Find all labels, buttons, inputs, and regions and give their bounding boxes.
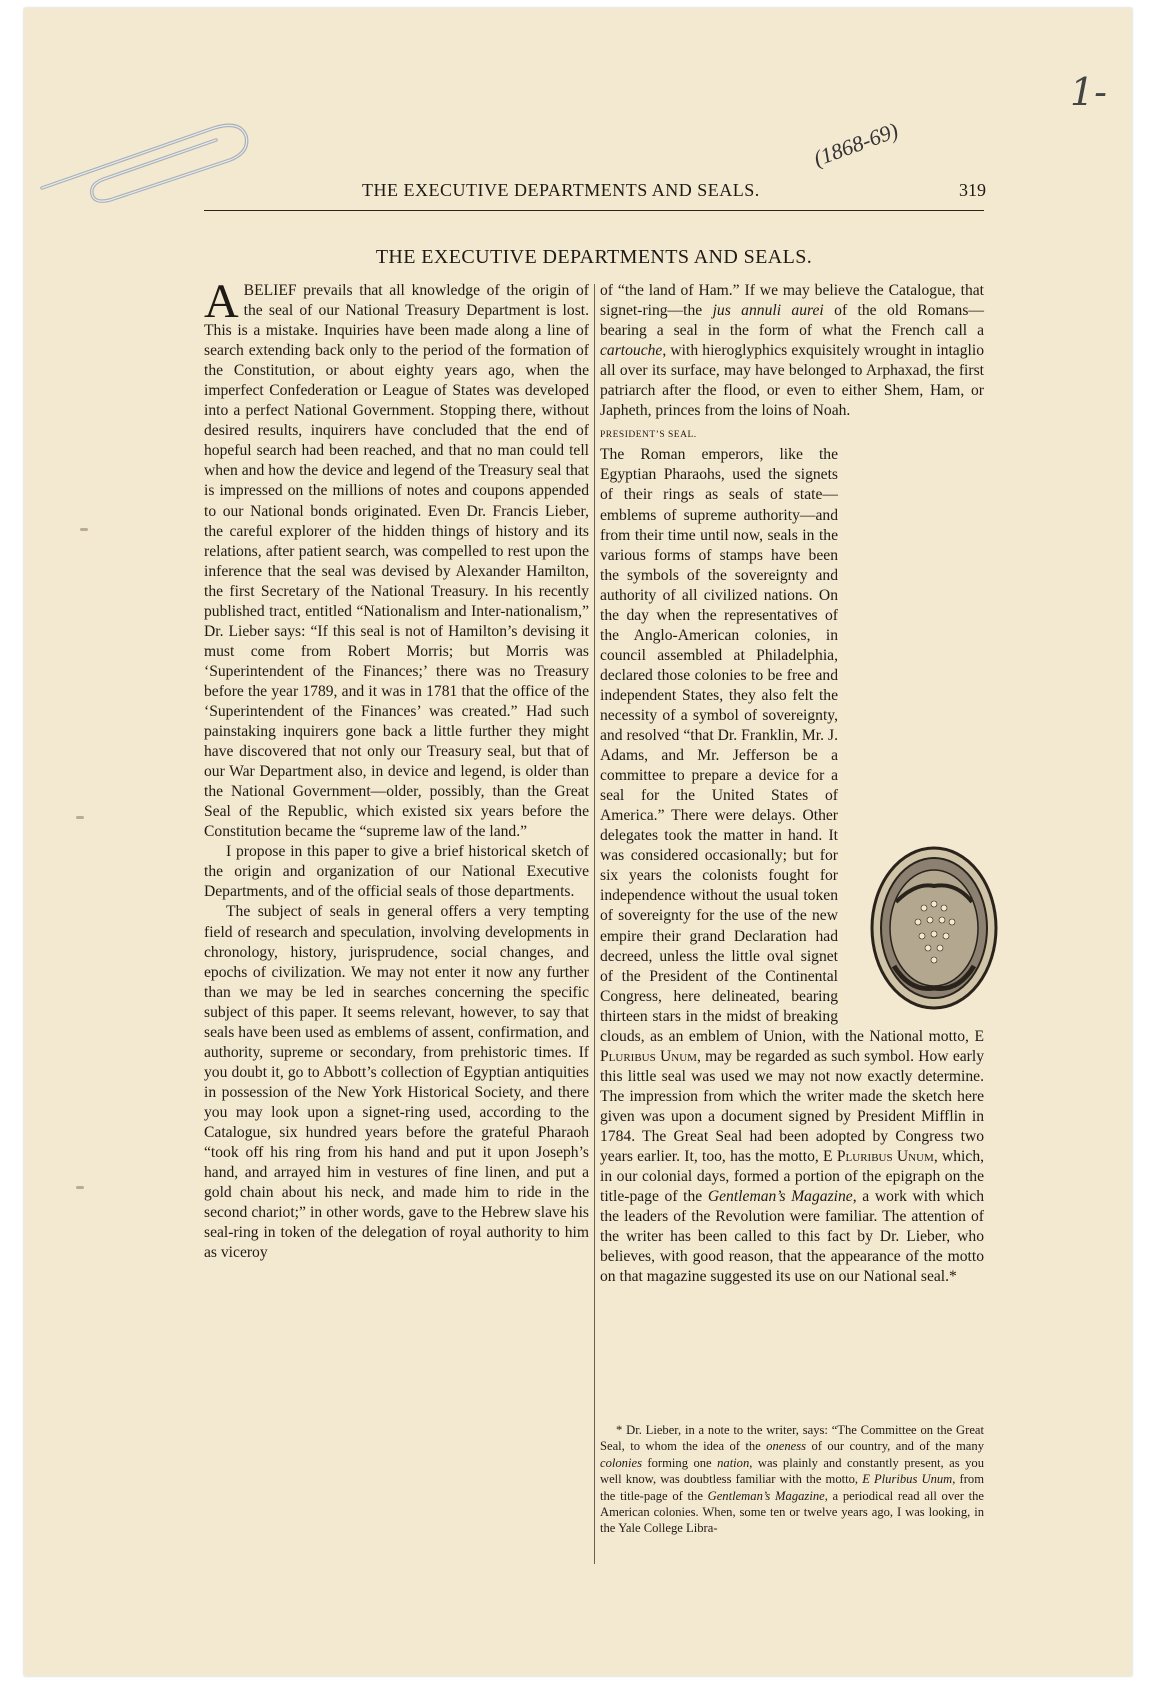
column-divider — [594, 284, 595, 1564]
footnote: * Dr. Lieber, in a note to the writer, says: “The Committee on the Great Seal, to whom the idea of the oneness of our country, and of the many colonies forming one nation, was plainly and constantly present, as you well know, was doubtless familiar with the motto, E Pluribus Unum, from the title-page of the Gentleman’s Magazine, a periodical read all over the American colonies. When, some ten or twelve years ago, I was looking, in the Yale College Libra- — [600, 1423, 985, 1536]
seal-caption: PRESIDENT’S SEAL. — [600, 430, 697, 441]
header-rule — [204, 210, 984, 211]
paragraph: of “the land of Ham.” If we may believe the Catalogue, that signet-ring—the jus annuli aurei of the old Romans—bearing a seal in the form of what the French call a cartouche, with hieroglyphics exquisitely wrought in intaglio all over its surface, may have belonged to Arphaxad, the first patriarch after the flood, or even to either Shem, Ham, or Japheth, princes from the loins of Noah. — [600, 282, 984, 420]
binding-hole — [80, 528, 88, 531]
binding-hole — [76, 816, 84, 819]
president-seal-figure — [844, 836, 984, 1020]
handwritten-date-note: (1868-69) — [810, 117, 902, 172]
paragraph: The subject of seals in general offers a very tempting field of research and speculation, involving developments in chronology, history, jurisprudence, social changes, and epochs of civilization. We may not enter it now any further than we may be led in searches concerning the specific subject of this paper. It seems relevant, however, to say that seals have been used as emblems of assent, confirmation, and authority, supreme or secondary, from prehistoric times. If you doubt it, go to Abbott’s collection of Egyptian antiquities in possession of the New York Historical Society, and there you may look upon a signet-ring used, according to the Catalogue, six hundred years before the grateful Pharaoh “took off his ring from his hand and put it upon Joseph’s hand, and arrayed him in vestures of fine linen, and put a gold chain about his neck, and made him to ride in the second chariot;” in other words, gave to the Hebrew slave his seal-ring in token of the delegation of royal authority to him as viceroy — [204, 903, 589, 1262]
right-column: of “the land of Ham.” If we may believe the Catalogue, that signet-ring—the jus annuli aurei of the old Romans—bearing a seal in the form of what the French call a cartouche, with hieroglyphics exquisitely wrought in intaglio all over its surface, may have belonged to Arphaxad, the first patriarch after the flood, or even to either Shem, Ham, or Japheth, princes from the loins of Noah. PRESIDENT’S SEAL. The Roman emperors, like the Egyptian Pharaohs, used the signets of their rings as seals of state—emblems of supreme authority—and from their time until now, seals in the various forms of stamps have been the symbols of the sovereignty and authority of all civilized nations. On the day when the representatives of the Anglo-American colonies, in council assembled at Philadelphia, declared those colonies to be free and independent States, they also felt the necessity of a symbol of sovereignty, and resolved “that Dr. Franklin, Mr. J. Adams, and Mr. Jefferson be a committee to prepare a device for a seal for the United States of America.” There were delays. Other delegates took the matter in hand. It was considered occasionally; but for six years the colonists fought for independence without the usual token of sovereignty for the use of the new empire their grand Declaration had decreed, unless the little oval signet of the President of the Continental Congress, here delineated, bearing thirteen stars in the midst of breaking clouds, as an emblem of Union, with the National motto, E Pluribus Unum, may be regarded as such symbol. How early this little seal was used we may not now exactly determine. The impression from which the writer made the sketch here given was upon a document signed by President Mifflin in 1784. The Great Seal had been adopted by Congress two years earlier. It, too, has the motto, E Pluribus Unum, which, in our colonial days, formed a portion of the epigraph on the title-page of the Gentleman’s Magazine, a work with which the leaders of the Revolution were familiar. The attention of the writer has been called to this fact by Dr. Lieber, who believes, with good reason, that the appearance of the motto on that magazine suggested its use on our National seal.* — [600, 281, 984, 1287]
running-header — [184, 117, 986, 210]
left-column — [204, 275, 589, 1263]
document-page — [24, 8, 1132, 1676]
running-header-title: THE EXECUTIVE DEPARTMENTS AND SEALS. — [362, 180, 760, 200]
handwritten-mark: 1- — [1070, 70, 1108, 114]
drop-cap: A — [204, 275, 239, 328]
president-seal-icon — [866, 842, 1002, 1014]
binding-hole — [76, 1186, 84, 1189]
article-title: THE EXECUTIVE DEPARTMENTS AND SEALS. — [375, 246, 813, 268]
paragraph: I propose in this paper to give a brief historical sketch of the origin and organization of our National Executive Departments, and of the official seals of those departments. — [204, 843, 589, 901]
paragraph: ABELIEF prevails that all knowledge of the origin of the seal of our National Treasury Department is lost. This is a mistake. Inquiries have been made along a line of search extending back only to the period of the formation of the Constitution, or about eighty years ago, when the imperfect Confederation or League of States was developed into a perfect National Government. Stopping there, without desired results, inquirers have concluded that the end of hopeful search had been reached, and that no man could tell when and how the device and legend of the Treasury seal that is impressed on the millions of notes and coupons appended to our National bonds originated. Even Dr. Francis Lieber, the careful explorer of the hidden things of history and its relations, after patient search, was compelled to rest upon the inference that the seal was devised by Alexander Hamilton, the first Secretary of the National Treasury. In his recently published tract, entitled “Nationalism and Inter-nationalism,” Dr. Lieber says: “If this seal is not of Hamilton’s devising it must come from Robert Morris; but Morris was ‘Superintendent of the Finances;’ there was no Treasury before the year 1789, and it was in 1781 that the office of the ‘Superintendent of the Finances’ was created.” Had such painstaking inquirers gone back a little further they might have discovered that not only our Treasury seal, but that of our War Department also, in device and legend, is older than the National Government—older, possibly, than the Great Seal of the Republic, which existed six years before the Constitution became the “supreme law of the land.” — [204, 275, 589, 841]
page-number: 319 — [959, 180, 986, 200]
